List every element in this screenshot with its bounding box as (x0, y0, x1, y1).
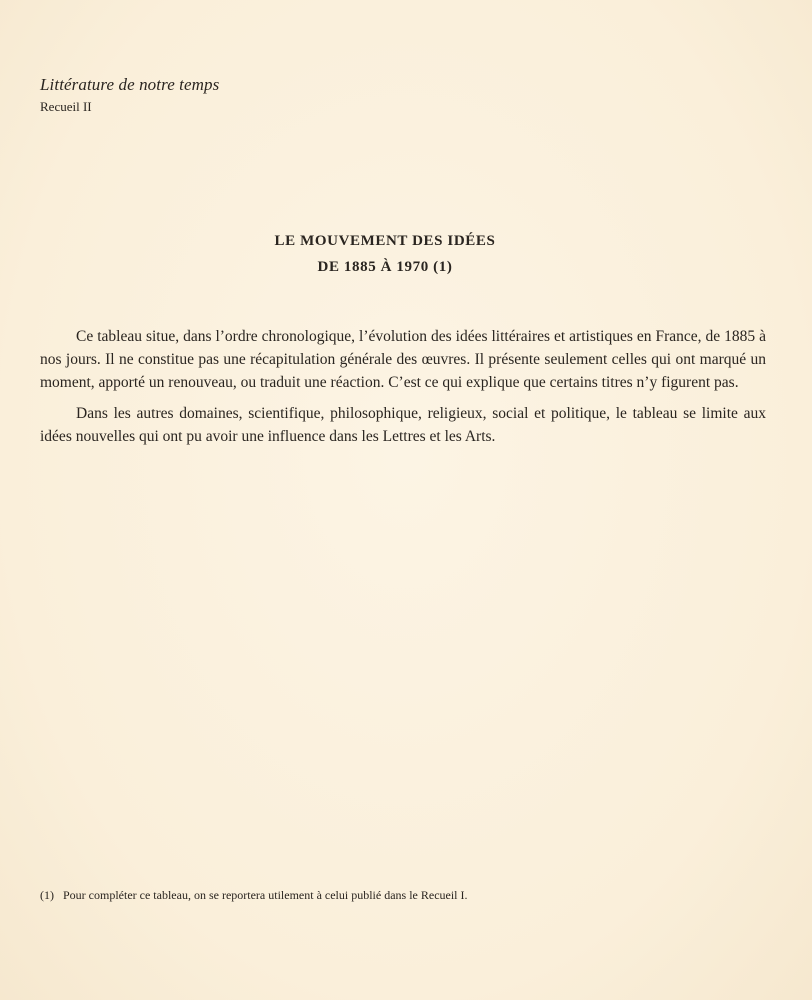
document-title (0, 228, 770, 280)
title-line-1: LE MOUVEMENT DES IDÉES (274, 233, 496, 249)
series-header (40, 74, 219, 116)
title-line-2: DE 1885 À 1970 (1) (317, 259, 453, 275)
footnote (40, 887, 468, 903)
footnote-text: Pour compléter ce tableau, on se reportera utilement à celui publié dans le Recueil I. (63, 888, 468, 902)
volume-label: Recueil II (40, 99, 92, 114)
paragraph-1: Ce tableau situe, dans l’ordre chronologique, l’évolution des idées littéraires et artistiques en France, de 1885 à nos jours. Il ne constitue pas une récapitulation générale des œuvres. Il présente seulement celles qui ont marqué un moment, apporté un renouveau, ou traduit une réaction. C’est ce qui explique que certains titres n’y figurent pas. (40, 328, 766, 391)
paragraph-2: Dans les autres domaines, scientifique, philosophique, religieux, social et politique, le tableau se limite aux idées nouvelles qui ont pu avoir une influence dans les Lettres et les Arts. (40, 405, 766, 445)
footnote-marker: (1) (40, 888, 54, 902)
series-title: Littérature de notre temps (40, 75, 220, 94)
body-text (40, 325, 766, 448)
